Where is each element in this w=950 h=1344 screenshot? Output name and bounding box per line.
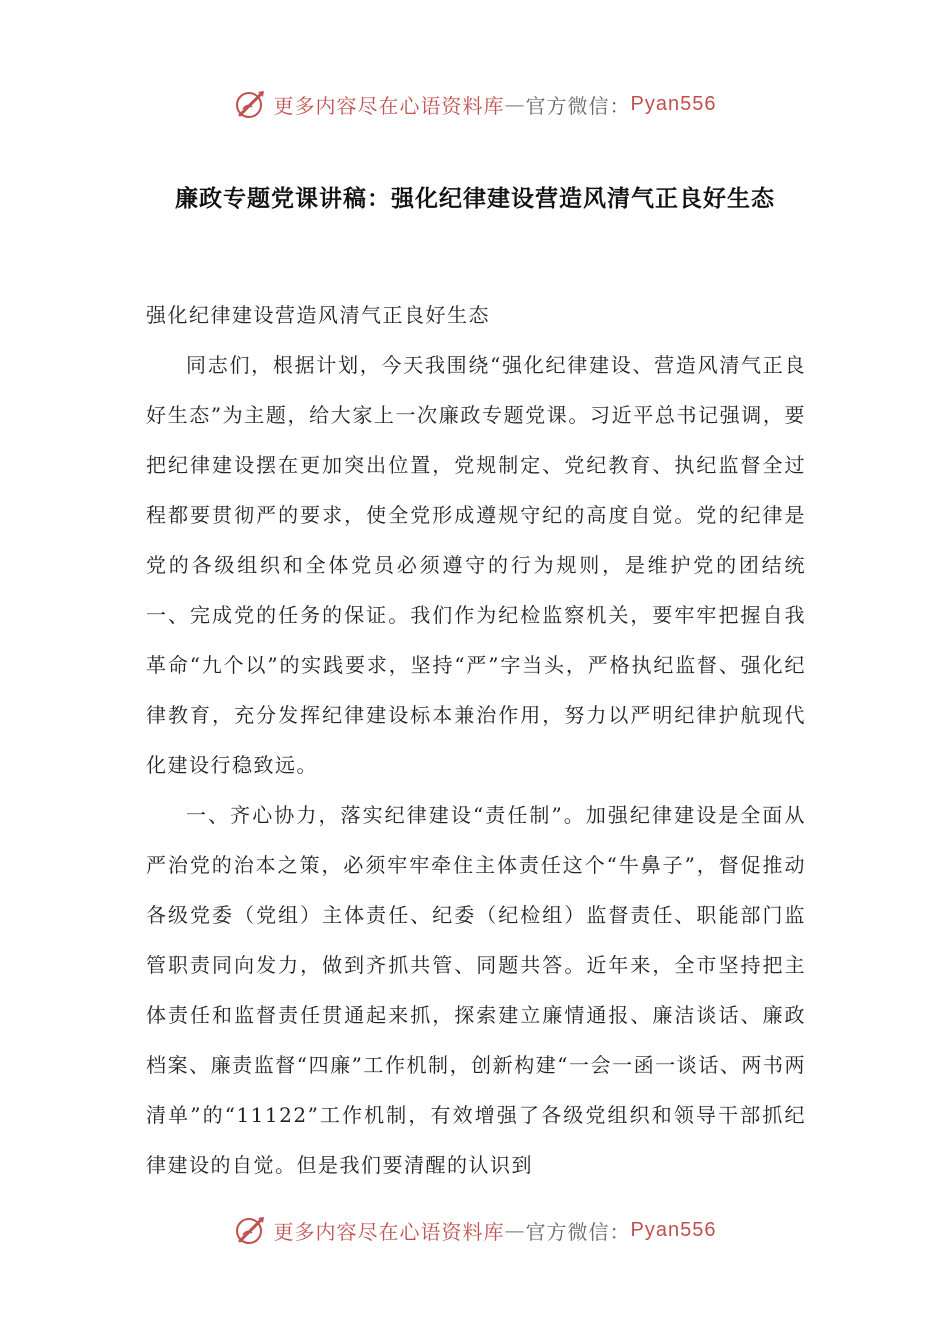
- pen-logo-icon: [234, 1213, 268, 1247]
- document-title: 廉政专题党课讲稿：强化纪律建设营造风清气正良好生态: [175, 186, 775, 212]
- watermark-official-label: 官方微信：: [525, 1219, 631, 1244]
- footer-watermark: [0, 1210, 950, 1250]
- paragraph-intro: 同志们，根据计划，今天我围绕“强化纪律建设、营造风清气正良好生态”为主题，给大家上一次廉政专题党课。习近平总书记强调，要把纪律建设摆在更加突出位置，党规制定、党纪教育、执纪监督全过程都要贯彻严的要求，使全党形成遵规守纪的高度自觉。党的纪律是党的各级组织和全体党员必须遵守的行为规则，是维护党的团结统一、完成党的任务的保证。我们作为纪检监察机关，要牢牢把握自我革命“九个以”的实践要求，坚持“严”字当头，严格执纪监督、强化纪律教育，充分发挥纪律建设标本兼治作用，努力以严明纪律护航现代化建设行稳致远。: [146, 353, 806, 777]
- watermark-official-label: 官方微信：: [525, 93, 631, 118]
- document-subtitle: 强化纪律建设营造风清气正良好生态: [146, 303, 490, 327]
- header-watermark: [0, 84, 950, 124]
- watermark-main-text: 更多内容尽在心语资料库: [273, 93, 505, 118]
- watermark-wechat-id: Pyan556: [630, 92, 717, 115]
- document-body: [146, 340, 806, 1190]
- watermark-main-text: 更多内容尽在心语资料库: [273, 1219, 505, 1244]
- pen-logo-icon: [234, 87, 268, 121]
- watermark-dash: —: [504, 92, 526, 116]
- watermark-wechat-id: Pyan556: [630, 1218, 717, 1241]
- paragraph-section-one: 一、齐心协力，落实纪律建设“责任制”。加强纪律建设是全面从严治党的治本之策，必须牢牢牵住主体责任这个“牛鼻子”，督促推动各级党委（党组）主体责任、纪委（纪检组）监督责任、职能部门监管职责同向发力，做到齐抓共管、同题共答。近年来，全市坚持把主体责任和监督责任贯通起来抓，探索建立廉情通报、廉洁谈话、廉政档案、廉责监督“四廉”工作机制，创新构建“一会一函一谈话、两书两清单”的“11122”工作机制，有效增强了各级党组织和领导干部抓纪律建设的自觉。但是我们要清醒的认识到: [146, 803, 806, 1177]
- watermark-dash: —: [504, 1218, 526, 1242]
